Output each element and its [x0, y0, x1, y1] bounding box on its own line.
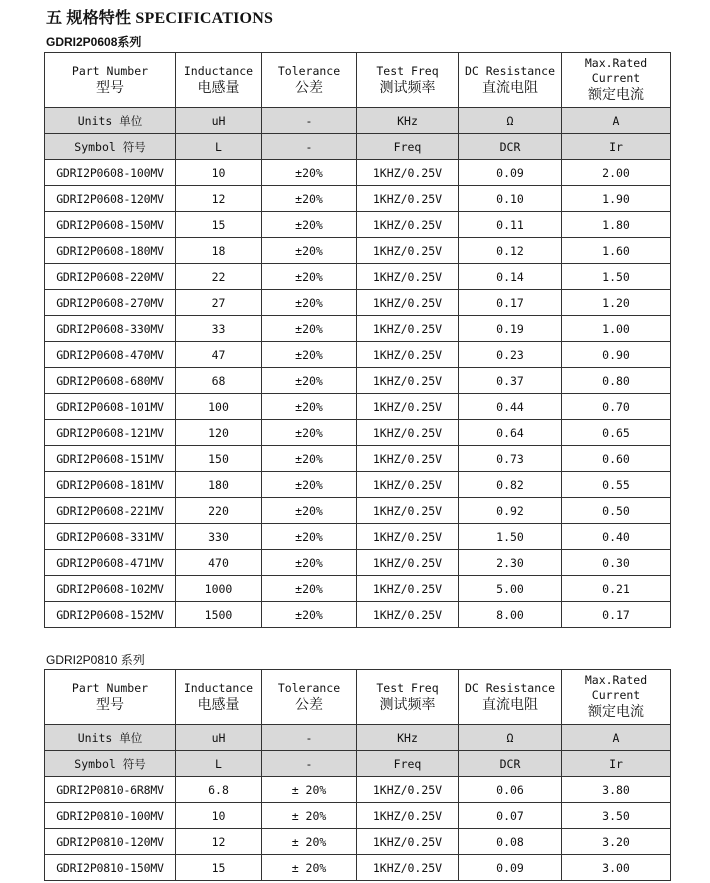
page-title: 五 规格特性 SPECIFICATIONS — [46, 10, 274, 27]
tolerance-cell: ±20% — [262, 576, 357, 602]
tolerance-cell: ± 20% — [262, 855, 357, 881]
header-tolerance: Tolerance 公差 — [262, 670, 357, 725]
units-label: Units 单位 — [45, 108, 176, 134]
tolerance-cell: ±20% — [262, 290, 357, 316]
test-freq-cell: 1KHZ/0.25V — [357, 550, 459, 576]
table-row — [45, 186, 671, 212]
units-row — [45, 108, 671, 134]
unit-inductance: uH — [176, 725, 262, 751]
part-number-cell: GDRI2P0608-180MV — [45, 238, 176, 264]
part-number-cell: GDRI2P0608-471MV — [45, 550, 176, 576]
header-part-number: Part Number 型号 — [45, 53, 176, 108]
test-freq-cell: 1KHZ/0.25V — [357, 803, 459, 829]
tolerance-cell: ±20% — [262, 212, 357, 238]
header-rated-current: Max.Rated Current 额定电流 — [562, 53, 671, 108]
test-freq-cell: 1KHZ/0.25V — [357, 316, 459, 342]
test-freq-cell: 1KHZ/0.25V — [357, 186, 459, 212]
inductance-cell: 12 — [176, 186, 262, 212]
part-number-cell: GDRI2P0608-150MV — [45, 212, 176, 238]
symbols-row — [45, 751, 671, 777]
rated-current-cell: 2.00 — [562, 160, 671, 186]
part-number-cell: GDRI2P0608-331MV — [45, 524, 176, 550]
dc-resistance-cell: 0.37 — [459, 368, 562, 394]
tolerance-cell: ±20% — [262, 342, 357, 368]
inductance-cell: 120 — [176, 420, 262, 446]
table-row — [45, 212, 671, 238]
part-number-cell: GDRI2P0810-150MV — [45, 855, 176, 881]
dc-resistance-cell: 0.10 — [459, 186, 562, 212]
dc-resistance-cell: 0.07 — [459, 803, 562, 829]
unit-tolerance: - — [262, 108, 357, 134]
dc-resistance-cell: 0.17 — [459, 290, 562, 316]
symbols-label: Symbol 符号 — [45, 134, 176, 160]
dc-resistance-cell: 8.00 — [459, 602, 562, 628]
tolerance-cell: ± 20% — [262, 777, 357, 803]
test-freq-cell: 1KHZ/0.25V — [357, 472, 459, 498]
series-title-gdri2p0810: GDRI2P0810 系列 — [46, 653, 145, 667]
part-number-cell: GDRI2P0608-120MV — [45, 186, 176, 212]
inductance-cell: 47 — [176, 342, 262, 368]
test-freq-cell: 1KHZ/0.25V — [357, 602, 459, 628]
test-freq-cell: 1KHZ/0.25V — [357, 238, 459, 264]
header-tolerance: Tolerance 公差 — [262, 53, 357, 108]
series-title-gdri2p0608: GDRI2P0608系列 — [46, 35, 142, 49]
inductance-cell: 18 — [176, 238, 262, 264]
symbol-inductance: L — [176, 134, 262, 160]
test-freq-cell: 1KHZ/0.25V — [357, 855, 459, 881]
spec-table-body — [45, 53, 671, 628]
dc-resistance-cell: 1.50 — [459, 524, 562, 550]
unit-rated-current: A — [562, 725, 671, 751]
tolerance-cell: ±20% — [262, 160, 357, 186]
inductance-cell: 330 — [176, 524, 262, 550]
tolerance-cell: ±20% — [262, 394, 357, 420]
test-freq-cell: 1KHZ/0.25V — [357, 394, 459, 420]
test-freq-cell: 1KHZ/0.25V — [357, 524, 459, 550]
unit-dc-resistance: Ω — [459, 725, 562, 751]
table-row — [45, 316, 671, 342]
table-row — [45, 576, 671, 602]
rated-current-cell: 1.80 — [562, 212, 671, 238]
inductance-cell: 10 — [176, 160, 262, 186]
table-row — [45, 803, 671, 829]
part-number-cell: GDRI2P0608-152MV — [45, 602, 176, 628]
header-inductance: Inductance 电感量 — [176, 670, 262, 725]
tolerance-cell: ± 20% — [262, 803, 357, 829]
inductance-cell: 12 — [176, 829, 262, 855]
table-row — [45, 290, 671, 316]
rated-current-cell: 0.65 — [562, 420, 671, 446]
inductance-cell: 33 — [176, 316, 262, 342]
test-freq-cell: 1KHZ/0.25V — [357, 212, 459, 238]
inductance-cell: 27 — [176, 290, 262, 316]
unit-inductance: uH — [176, 108, 262, 134]
unit-tolerance: - — [262, 725, 357, 751]
tolerance-cell: ±20% — [262, 368, 357, 394]
spec-table-gdri2p0608 — [44, 52, 671, 628]
table-row — [45, 602, 671, 628]
rated-current-cell: 1.60 — [562, 238, 671, 264]
inductance-cell: 470 — [176, 550, 262, 576]
rated-current-cell: 0.90 — [562, 342, 671, 368]
header-inductance: Inductance 电感量 — [176, 53, 262, 108]
inductance-cell: 1500 — [176, 602, 262, 628]
test-freq-cell: 1KHZ/0.25V — [357, 576, 459, 602]
inductance-cell: 22 — [176, 264, 262, 290]
rated-current-cell: 0.55 — [562, 472, 671, 498]
symbols-label: Symbol 符号 — [45, 751, 176, 777]
table-row — [45, 342, 671, 368]
rated-current-cell: 0.70 — [562, 394, 671, 420]
dc-resistance-cell: 0.44 — [459, 394, 562, 420]
spec-table-body — [45, 670, 671, 881]
symbol-test-freq: Freq — [357, 751, 459, 777]
dc-resistance-cell: 0.08 — [459, 829, 562, 855]
rated-current-cell: 0.60 — [562, 446, 671, 472]
part-number-cell: GDRI2P0608-101MV — [45, 394, 176, 420]
table-row — [45, 855, 671, 881]
inductance-cell: 10 — [176, 803, 262, 829]
symbol-test-freq: Freq — [357, 134, 459, 160]
part-number-cell: GDRI2P0608-181MV — [45, 472, 176, 498]
inductance-cell: 180 — [176, 472, 262, 498]
test-freq-cell: 1KHZ/0.25V — [357, 829, 459, 855]
inductance-cell: 6.8 — [176, 777, 262, 803]
spec-table-gdri2p0810 — [44, 669, 671, 881]
symbol-tolerance: - — [262, 751, 357, 777]
table-row — [45, 472, 671, 498]
part-number-cell: GDRI2P0810-100MV — [45, 803, 176, 829]
table-row — [45, 394, 671, 420]
inductance-cell: 15 — [176, 212, 262, 238]
test-freq-cell: 1KHZ/0.25V — [357, 290, 459, 316]
tolerance-cell: ±20% — [262, 238, 357, 264]
rated-current-cell: 0.80 — [562, 368, 671, 394]
table-row — [45, 777, 671, 803]
table-row — [45, 829, 671, 855]
header-row — [45, 670, 671, 725]
part-number-cell: GDRI2P0608-470MV — [45, 342, 176, 368]
dc-resistance-cell: 0.73 — [459, 446, 562, 472]
dc-resistance-cell: 2.30 — [459, 550, 562, 576]
header-test-freq: Test Freq 测试频率 — [357, 670, 459, 725]
inductance-cell: 68 — [176, 368, 262, 394]
test-freq-cell: 1KHZ/0.25V — [357, 264, 459, 290]
symbol-rated-current: Ir — [562, 751, 671, 777]
dc-resistance-cell: 0.09 — [459, 160, 562, 186]
part-number-cell: GDRI2P0810-6R8MV — [45, 777, 176, 803]
dc-resistance-cell: 0.19 — [459, 316, 562, 342]
test-freq-cell: 1KHZ/0.25V — [357, 420, 459, 446]
symbol-dc-resistance: DCR — [459, 751, 562, 777]
rated-current-cell: 0.30 — [562, 550, 671, 576]
rated-current-cell: 0.21 — [562, 576, 671, 602]
part-number-cell: GDRI2P0608-680MV — [45, 368, 176, 394]
tolerance-cell: ±20% — [262, 498, 357, 524]
rated-current-cell: 3.80 — [562, 777, 671, 803]
part-number-cell: GDRI2P0608-102MV — [45, 576, 176, 602]
dc-resistance-cell: 5.00 — [459, 576, 562, 602]
rated-current-cell: 3.00 — [562, 855, 671, 881]
test-freq-cell: 1KHZ/0.25V — [357, 777, 459, 803]
header-rated-current: Max.Rated Current 额定电流 — [562, 670, 671, 725]
header-dc-resistance: DC Resistance 直流电阻 — [459, 53, 562, 108]
table-row — [45, 238, 671, 264]
tolerance-cell: ±20% — [262, 550, 357, 576]
rated-current-cell: 1.00 — [562, 316, 671, 342]
symbol-rated-current: Ir — [562, 134, 671, 160]
unit-test-freq: KHz — [357, 725, 459, 751]
rated-current-cell: 0.17 — [562, 602, 671, 628]
dc-resistance-cell: 0.23 — [459, 342, 562, 368]
table-row — [45, 160, 671, 186]
dc-resistance-cell: 0.92 — [459, 498, 562, 524]
unit-rated-current: A — [562, 108, 671, 134]
part-number-cell: GDRI2P0608-270MV — [45, 290, 176, 316]
symbol-tolerance: - — [262, 134, 357, 160]
table-row — [45, 368, 671, 394]
header-test-freq: Test Freq 测试频率 — [357, 53, 459, 108]
part-number-cell: GDRI2P0608-121MV — [45, 420, 176, 446]
part-number-cell: GDRI2P0810-120MV — [45, 829, 176, 855]
table-row — [45, 446, 671, 472]
part-number-cell: GDRI2P0608-151MV — [45, 446, 176, 472]
dc-resistance-cell: 0.09 — [459, 855, 562, 881]
test-freq-cell: 1KHZ/0.25V — [357, 498, 459, 524]
dc-resistance-cell: 0.06 — [459, 777, 562, 803]
dc-resistance-cell: 0.82 — [459, 472, 562, 498]
unit-test-freq: KHz — [357, 108, 459, 134]
part-number-cell: GDRI2P0608-330MV — [45, 316, 176, 342]
test-freq-cell: 1KHZ/0.25V — [357, 342, 459, 368]
units-row — [45, 725, 671, 751]
table-row — [45, 498, 671, 524]
tolerance-cell: ±20% — [262, 446, 357, 472]
test-freq-cell: 1KHZ/0.25V — [357, 160, 459, 186]
dc-resistance-cell: 0.14 — [459, 264, 562, 290]
header-part-number: Part Number 型号 — [45, 670, 176, 725]
header-row — [45, 53, 671, 108]
rated-current-cell: 3.50 — [562, 803, 671, 829]
rated-current-cell: 0.50 — [562, 498, 671, 524]
dc-resistance-cell: 0.11 — [459, 212, 562, 238]
part-number-cell: GDRI2P0608-100MV — [45, 160, 176, 186]
inductance-cell: 220 — [176, 498, 262, 524]
symbols-row — [45, 134, 671, 160]
dc-resistance-cell: 0.12 — [459, 238, 562, 264]
table-row — [45, 264, 671, 290]
rated-current-cell: 1.50 — [562, 264, 671, 290]
inductance-cell: 150 — [176, 446, 262, 472]
tolerance-cell: ±20% — [262, 316, 357, 342]
table-row — [45, 420, 671, 446]
symbol-dc-resistance: DCR — [459, 134, 562, 160]
tolerance-cell: ±20% — [262, 472, 357, 498]
rated-current-cell: 3.20 — [562, 829, 671, 855]
tolerance-cell: ± 20% — [262, 829, 357, 855]
tolerance-cell: ±20% — [262, 264, 357, 290]
table-row — [45, 524, 671, 550]
tolerance-cell: ±20% — [262, 524, 357, 550]
symbol-inductance: L — [176, 751, 262, 777]
inductance-cell: 15 — [176, 855, 262, 881]
header-dc-resistance: DC Resistance 直流电阻 — [459, 670, 562, 725]
inductance-cell: 1000 — [176, 576, 262, 602]
rated-current-cell: 0.40 — [562, 524, 671, 550]
part-number-cell: GDRI2P0608-221MV — [45, 498, 176, 524]
tolerance-cell: ±20% — [262, 186, 357, 212]
test-freq-cell: 1KHZ/0.25V — [357, 368, 459, 394]
rated-current-cell: 1.20 — [562, 290, 671, 316]
inductance-cell: 100 — [176, 394, 262, 420]
table-row — [45, 550, 671, 576]
dc-resistance-cell: 0.64 — [459, 420, 562, 446]
tolerance-cell: ±20% — [262, 420, 357, 446]
units-label: Units 单位 — [45, 725, 176, 751]
rated-current-cell: 1.90 — [562, 186, 671, 212]
part-number-cell: GDRI2P0608-220MV — [45, 264, 176, 290]
tolerance-cell: ±20% — [262, 602, 357, 628]
test-freq-cell: 1KHZ/0.25V — [357, 446, 459, 472]
unit-dc-resistance: Ω — [459, 108, 562, 134]
